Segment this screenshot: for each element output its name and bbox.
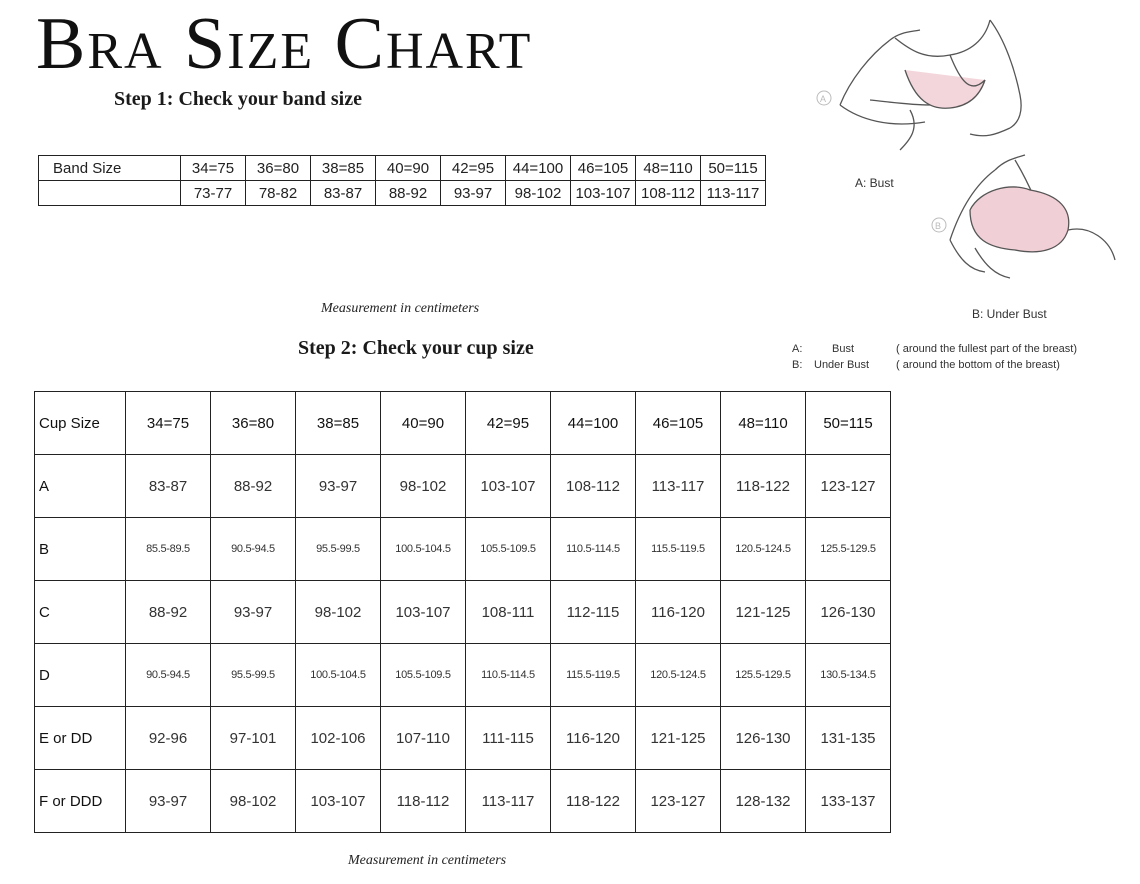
- step1-heading: Step 1: Check your band size: [114, 88, 362, 110]
- cup-label: B: [35, 518, 126, 581]
- cup-range-cell: 97-101: [211, 707, 296, 770]
- measurement-illustration: [810, 10, 1130, 320]
- legend-row-under-bust: [792, 357, 1077, 373]
- cup-range-cell: 93-97: [296, 455, 381, 518]
- cup-range-cell: 93-97: [126, 770, 211, 833]
- band-size-cell: 38=85: [311, 156, 376, 181]
- cup-range-cell: 93-97: [211, 581, 296, 644]
- cup-size-table: [34, 391, 891, 833]
- cup-table-size-header: 48=110: [721, 392, 806, 455]
- band-range-cell: 93-97: [441, 181, 506, 206]
- cup-range-cell: 130.5-134.5: [806, 644, 891, 707]
- cup-range-cell: 88-92: [211, 455, 296, 518]
- band-size-cell: 46=105: [571, 156, 636, 181]
- cup-range-cell: 121-125: [721, 581, 806, 644]
- cup-range-cell: 110.5-114.5: [466, 644, 551, 707]
- marker-b-label: B: [935, 221, 942, 231]
- cup-table-size-header: 34=75: [126, 392, 211, 455]
- band-range-cell: 73-77: [181, 181, 246, 206]
- cup-range-cell: 116-120: [636, 581, 721, 644]
- cup-range-cell: 90.5-94.5: [126, 644, 211, 707]
- band-range-label-empty: [39, 181, 181, 206]
- cup-range-cell: 125.5-129.5: [806, 518, 891, 581]
- band-size-cell: 36=80: [246, 156, 311, 181]
- cup-range-cell: 128-132: [721, 770, 806, 833]
- band-size-cell: 44=100: [506, 156, 571, 181]
- legend-desc: ( around the bottom of the breast): [896, 359, 1060, 371]
- legend-row-bust: [792, 341, 1077, 357]
- band-range-row: [39, 181, 766, 206]
- cup-range-cell: 131-135: [806, 707, 891, 770]
- cup-range-cell: 105.5-109.5: [466, 518, 551, 581]
- cup-label: A: [35, 455, 126, 518]
- cup-range-cell: 115.5-119.5: [551, 644, 636, 707]
- cup-range-cell: 98-102: [211, 770, 296, 833]
- cup-range-cell: 95.5-99.5: [296, 518, 381, 581]
- legend-key: A:: [792, 343, 803, 355]
- cup-table-size-header: 36=80: [211, 392, 296, 455]
- band-range-cell: 108-112: [636, 181, 701, 206]
- band-range-cell: 103-107: [571, 181, 636, 206]
- table-row: [35, 518, 891, 581]
- band-size-table: [38, 155, 766, 206]
- cup-table-size-header: 46=105: [636, 392, 721, 455]
- band-range-cell: 98-102: [506, 181, 571, 206]
- band-size-cell: 42=95: [441, 156, 506, 181]
- cup-range-cell: 118-112: [381, 770, 466, 833]
- cup-table-size-header: 38=85: [296, 392, 381, 455]
- page-title: Bra Size Chart: [36, 3, 533, 85]
- table-row: [35, 770, 891, 833]
- cup-range-cell: 103-107: [466, 455, 551, 518]
- cup-range-cell: 111-115: [466, 707, 551, 770]
- band-size-cell: 50=115: [701, 156, 766, 181]
- table-row: [35, 707, 891, 770]
- band-range-cell: 88-92: [376, 181, 441, 206]
- cup-range-cell: 98-102: [381, 455, 466, 518]
- cup-range-cell: 113-117: [636, 455, 721, 518]
- cup-range-cell: 110.5-114.5: [551, 518, 636, 581]
- cup-range-cell: 90.5-94.5: [211, 518, 296, 581]
- band-size-cell: 34=75: [181, 156, 246, 181]
- cup-label: E or DD: [35, 707, 126, 770]
- cup-table-header-row: [35, 392, 891, 455]
- cup-range-cell: 112-115: [551, 581, 636, 644]
- table-row: [35, 581, 891, 644]
- band-range-cell: 83-87: [311, 181, 376, 206]
- cup-range-cell: 120.5-124.5: [636, 644, 721, 707]
- legend-desc: ( around the fullest part of the breast): [896, 343, 1077, 355]
- cup-range-cell: 95.5-99.5: [211, 644, 296, 707]
- band-range-cell: 113-117: [701, 181, 766, 206]
- cup-range-cell: 113-117: [466, 770, 551, 833]
- cup-range-cell: 115.5-119.5: [636, 518, 721, 581]
- band-size-cell: 48=110: [636, 156, 701, 181]
- band-range-cell: 78-82: [246, 181, 311, 206]
- cup-range-cell: 118-122: [551, 770, 636, 833]
- cup-label: D: [35, 644, 126, 707]
- cup-range-cell: 133-137: [806, 770, 891, 833]
- cup-table-size-header: 50=115: [806, 392, 891, 455]
- legend-name: Bust: [832, 343, 855, 355]
- cup-range-cell: 103-107: [381, 581, 466, 644]
- cup-label: F or DDD: [35, 770, 126, 833]
- measurement-note-cup: Measurement in centimeters: [348, 853, 507, 868]
- cup-range-cell: 120.5-124.5: [721, 518, 806, 581]
- cup-table-size-header: 42=95: [466, 392, 551, 455]
- cup-range-cell: 100.5-104.5: [296, 644, 381, 707]
- cup-range-cell: 98-102: [296, 581, 381, 644]
- cup-range-cell: 92-96: [126, 707, 211, 770]
- marker-a-label: A: [820, 94, 827, 104]
- cup-range-cell: 83-87: [126, 455, 211, 518]
- cup-range-cell: 102-106: [296, 707, 381, 770]
- cup-range-cell: 125.5-129.5: [721, 644, 806, 707]
- cup-range-cell: 118-122: [721, 455, 806, 518]
- measurement-note-band: Measurement in centimeters: [321, 301, 480, 316]
- step2-heading: Step 2: Check your cup size: [298, 337, 534, 359]
- cup-range-cell: 88-92: [126, 581, 211, 644]
- band-size-label: Band Size: [39, 156, 181, 181]
- cup-range-cell: 121-125: [636, 707, 721, 770]
- cup-range-cell: 107-110: [381, 707, 466, 770]
- measurement-legend: [792, 341, 1077, 373]
- table-row: [35, 455, 891, 518]
- cup-size-header-label: Cup Size: [35, 392, 126, 455]
- cup-range-cell: 126-130: [721, 707, 806, 770]
- cup-range-cell: 123-127: [636, 770, 721, 833]
- cup-table-size-header: 44=100: [551, 392, 636, 455]
- legend-key: B:: [792, 359, 803, 371]
- table-row: [35, 644, 891, 707]
- legend-name: Under Bust: [814, 359, 870, 371]
- cup-range-cell: 123-127: [806, 455, 891, 518]
- bust-figure-a: [840, 20, 1021, 150]
- bust-figure-b: [950, 155, 1115, 278]
- cup-range-cell: 100.5-104.5: [381, 518, 466, 581]
- cup-range-cell: 116-120: [551, 707, 636, 770]
- cup-range-cell: 103-107: [296, 770, 381, 833]
- cup-range-cell: 126-130: [806, 581, 891, 644]
- caption-under-bust: B: Under Bust: [972, 307, 1047, 321]
- band-size-row: [39, 156, 766, 181]
- cup-range-cell: 108-112: [551, 455, 636, 518]
- cup-range-cell: 108-111: [466, 581, 551, 644]
- caption-bust: A: Bust: [855, 176, 894, 190]
- band-size-cell: 40=90: [376, 156, 441, 181]
- cup-range-cell: 85.5-89.5: [126, 518, 211, 581]
- cup-label: C: [35, 581, 126, 644]
- cup-table-size-header: 40=90: [381, 392, 466, 455]
- cup-range-cell: 105.5-109.5: [381, 644, 466, 707]
